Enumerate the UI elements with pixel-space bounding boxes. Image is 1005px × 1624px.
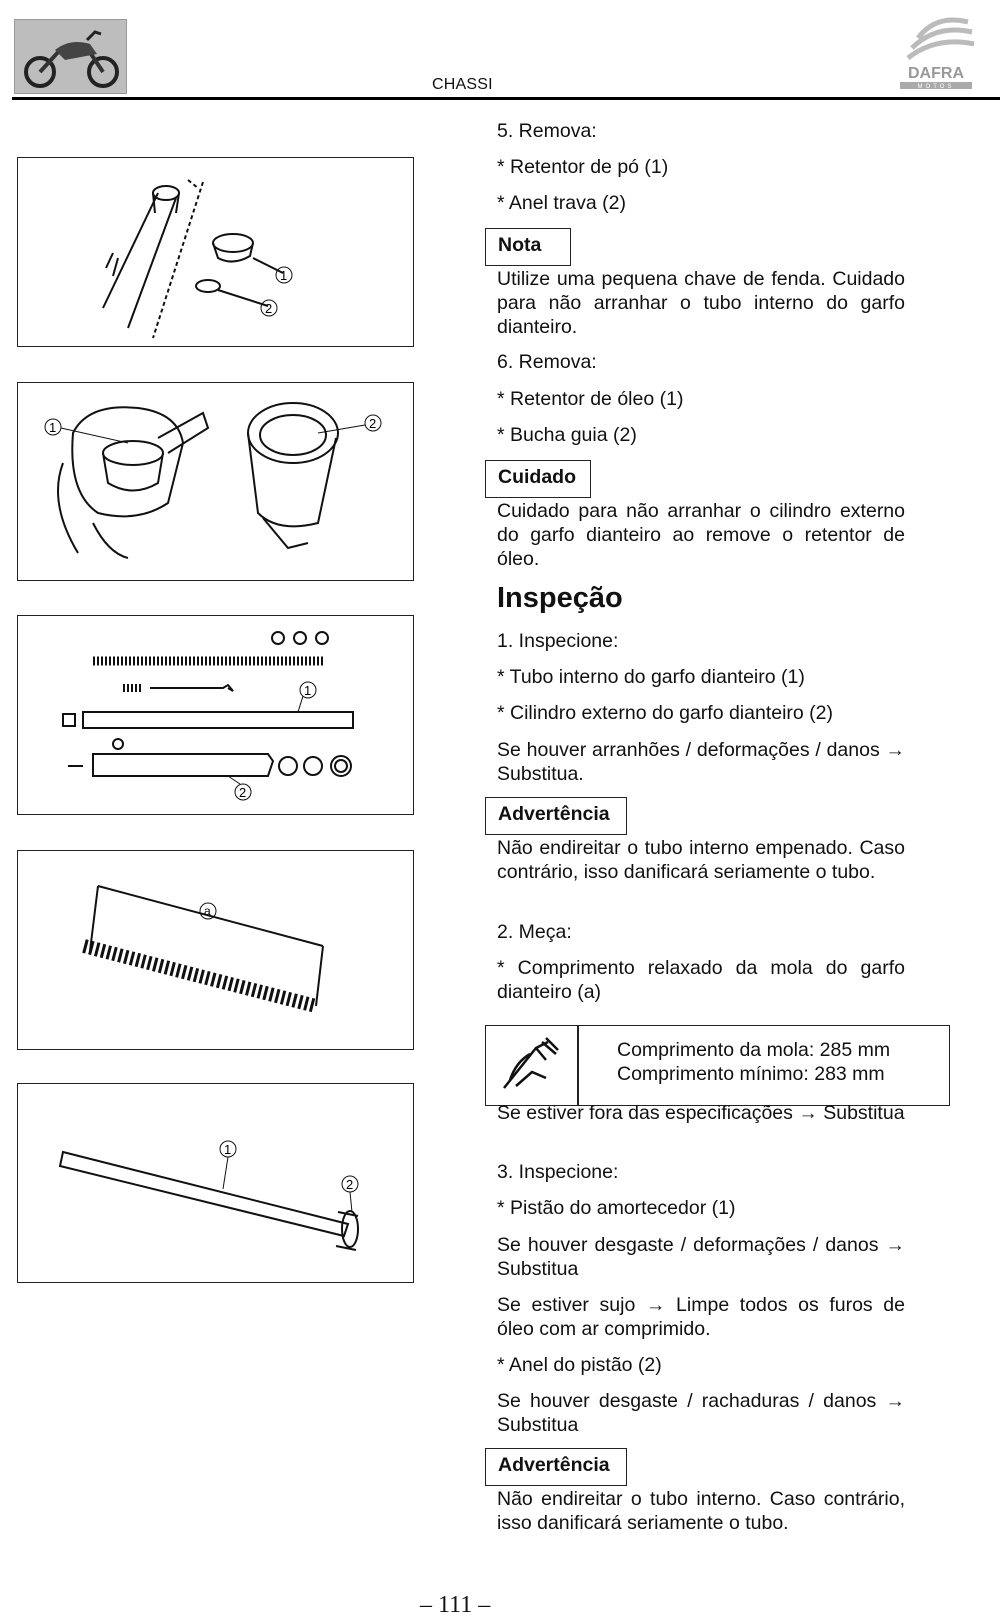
callout-2: 2 <box>265 301 273 316</box>
page-number: – 111 – <box>420 1592 491 1618</box>
note-label: Nota <box>485 228 571 266</box>
caution-text: Cuidado para não arranhar o cilindro externo do garfo dianteiro ao remove o retentor de óleo. <box>497 500 905 570</box>
callout-1: 1 <box>304 683 312 698</box>
figure-oil-seal-removal <box>17 382 414 581</box>
caliper-icon <box>496 1032 568 1103</box>
dafra-logo <box>888 8 984 92</box>
step6-title: 6. Remova: <box>497 351 597 373</box>
step6-item1: * Retentor de óleo (1) <box>497 388 684 410</box>
step1-result: Se houver arranhões / deformações / danos → Substitua. <box>497 739 905 785</box>
step5-item1: * Retentor de pó (1) <box>497 156 669 178</box>
caution-label: Cuidado <box>485 460 591 498</box>
callout-1: 1 <box>49 420 57 435</box>
step3-title: 3. Inspecione: <box>497 1161 619 1183</box>
spec-line-spring-length: Comprimento da mola: 285 mm <box>617 1039 891 1061</box>
step5-title: 5. Remova: <box>497 120 597 142</box>
warning2-label: Advertência <box>485 1448 627 1486</box>
warning2-text: Não endireitar o tubo interno. Caso contrário, isso danificará seriamente o tubo. <box>497 1488 905 1534</box>
warning1-label: Advertência <box>485 797 627 835</box>
spec-line-min-length: Comprimento mínimo: 283 mm <box>617 1063 885 1085</box>
step2-result: Se estiver fora das especificações → Substitua <box>497 1102 905 1124</box>
step6-item2: * Bucha guia (2) <box>497 424 637 446</box>
callout-2: 2 <box>239 785 247 800</box>
inspection-heading: Inspeção <box>497 582 623 614</box>
logo-text: DAFRA <box>908 65 964 82</box>
step1-item1: * Tubo interno do garfo dianteiro (1) <box>497 666 805 688</box>
step3-item1: * Pistão do amortecedor (1) <box>497 1197 736 1219</box>
callout-1: 1 <box>280 268 288 283</box>
spec-divider <box>577 1026 579 1105</box>
figure-spring-length <box>17 850 414 1050</box>
note-text: Utilize uma pequena chave de fenda. Cuidado para não arranhar o tubo interno do garfo dianteiro. <box>497 268 905 338</box>
header-rule <box>12 97 1000 100</box>
step1-title: 1. Inspecione: <box>497 630 619 652</box>
step5-item2: * Anel trava (2) <box>497 192 626 214</box>
figure-dust-seal-removal <box>17 157 414 347</box>
step3-result1: Se houver desgaste / deformações / danos → Substitua <box>497 1234 905 1280</box>
step2-item1: * Comprimento relaxado da mola do garfo dianteiro (a) <box>497 957 905 1003</box>
step3-result3: Se houver desgaste / rachaduras / danos → Substitua <box>497 1390 905 1436</box>
spec-box <box>485 1025 950 1106</box>
step3-item2: * Anel do pistão (2) <box>497 1354 662 1376</box>
warning1-text: Não endireitar o tubo interno empenado. Caso contrário, isso danificará seriamente o tubo. <box>497 837 905 883</box>
section-label: CHASSI <box>432 76 493 93</box>
figure-damper-rod <box>17 1083 414 1283</box>
logo-subtext: MOTOS <box>917 84 955 90</box>
motorcycle-thumbnail <box>14 19 127 94</box>
step2-title: 2. Meça: <box>497 921 572 943</box>
callout-1: 1 <box>224 1142 232 1157</box>
figure-fork-parts-exploded <box>17 615 414 815</box>
callout-2: 2 <box>369 416 377 431</box>
callout-a: a <box>204 904 211 918</box>
step1-item2: * Cilindro externo do garfo dianteiro (2) <box>497 702 834 724</box>
step3-result2: Se estiver sujo → Limpe todos os furos de óleo com ar comprimido. <box>497 1294 905 1340</box>
callout-2: 2 <box>346 1177 354 1192</box>
